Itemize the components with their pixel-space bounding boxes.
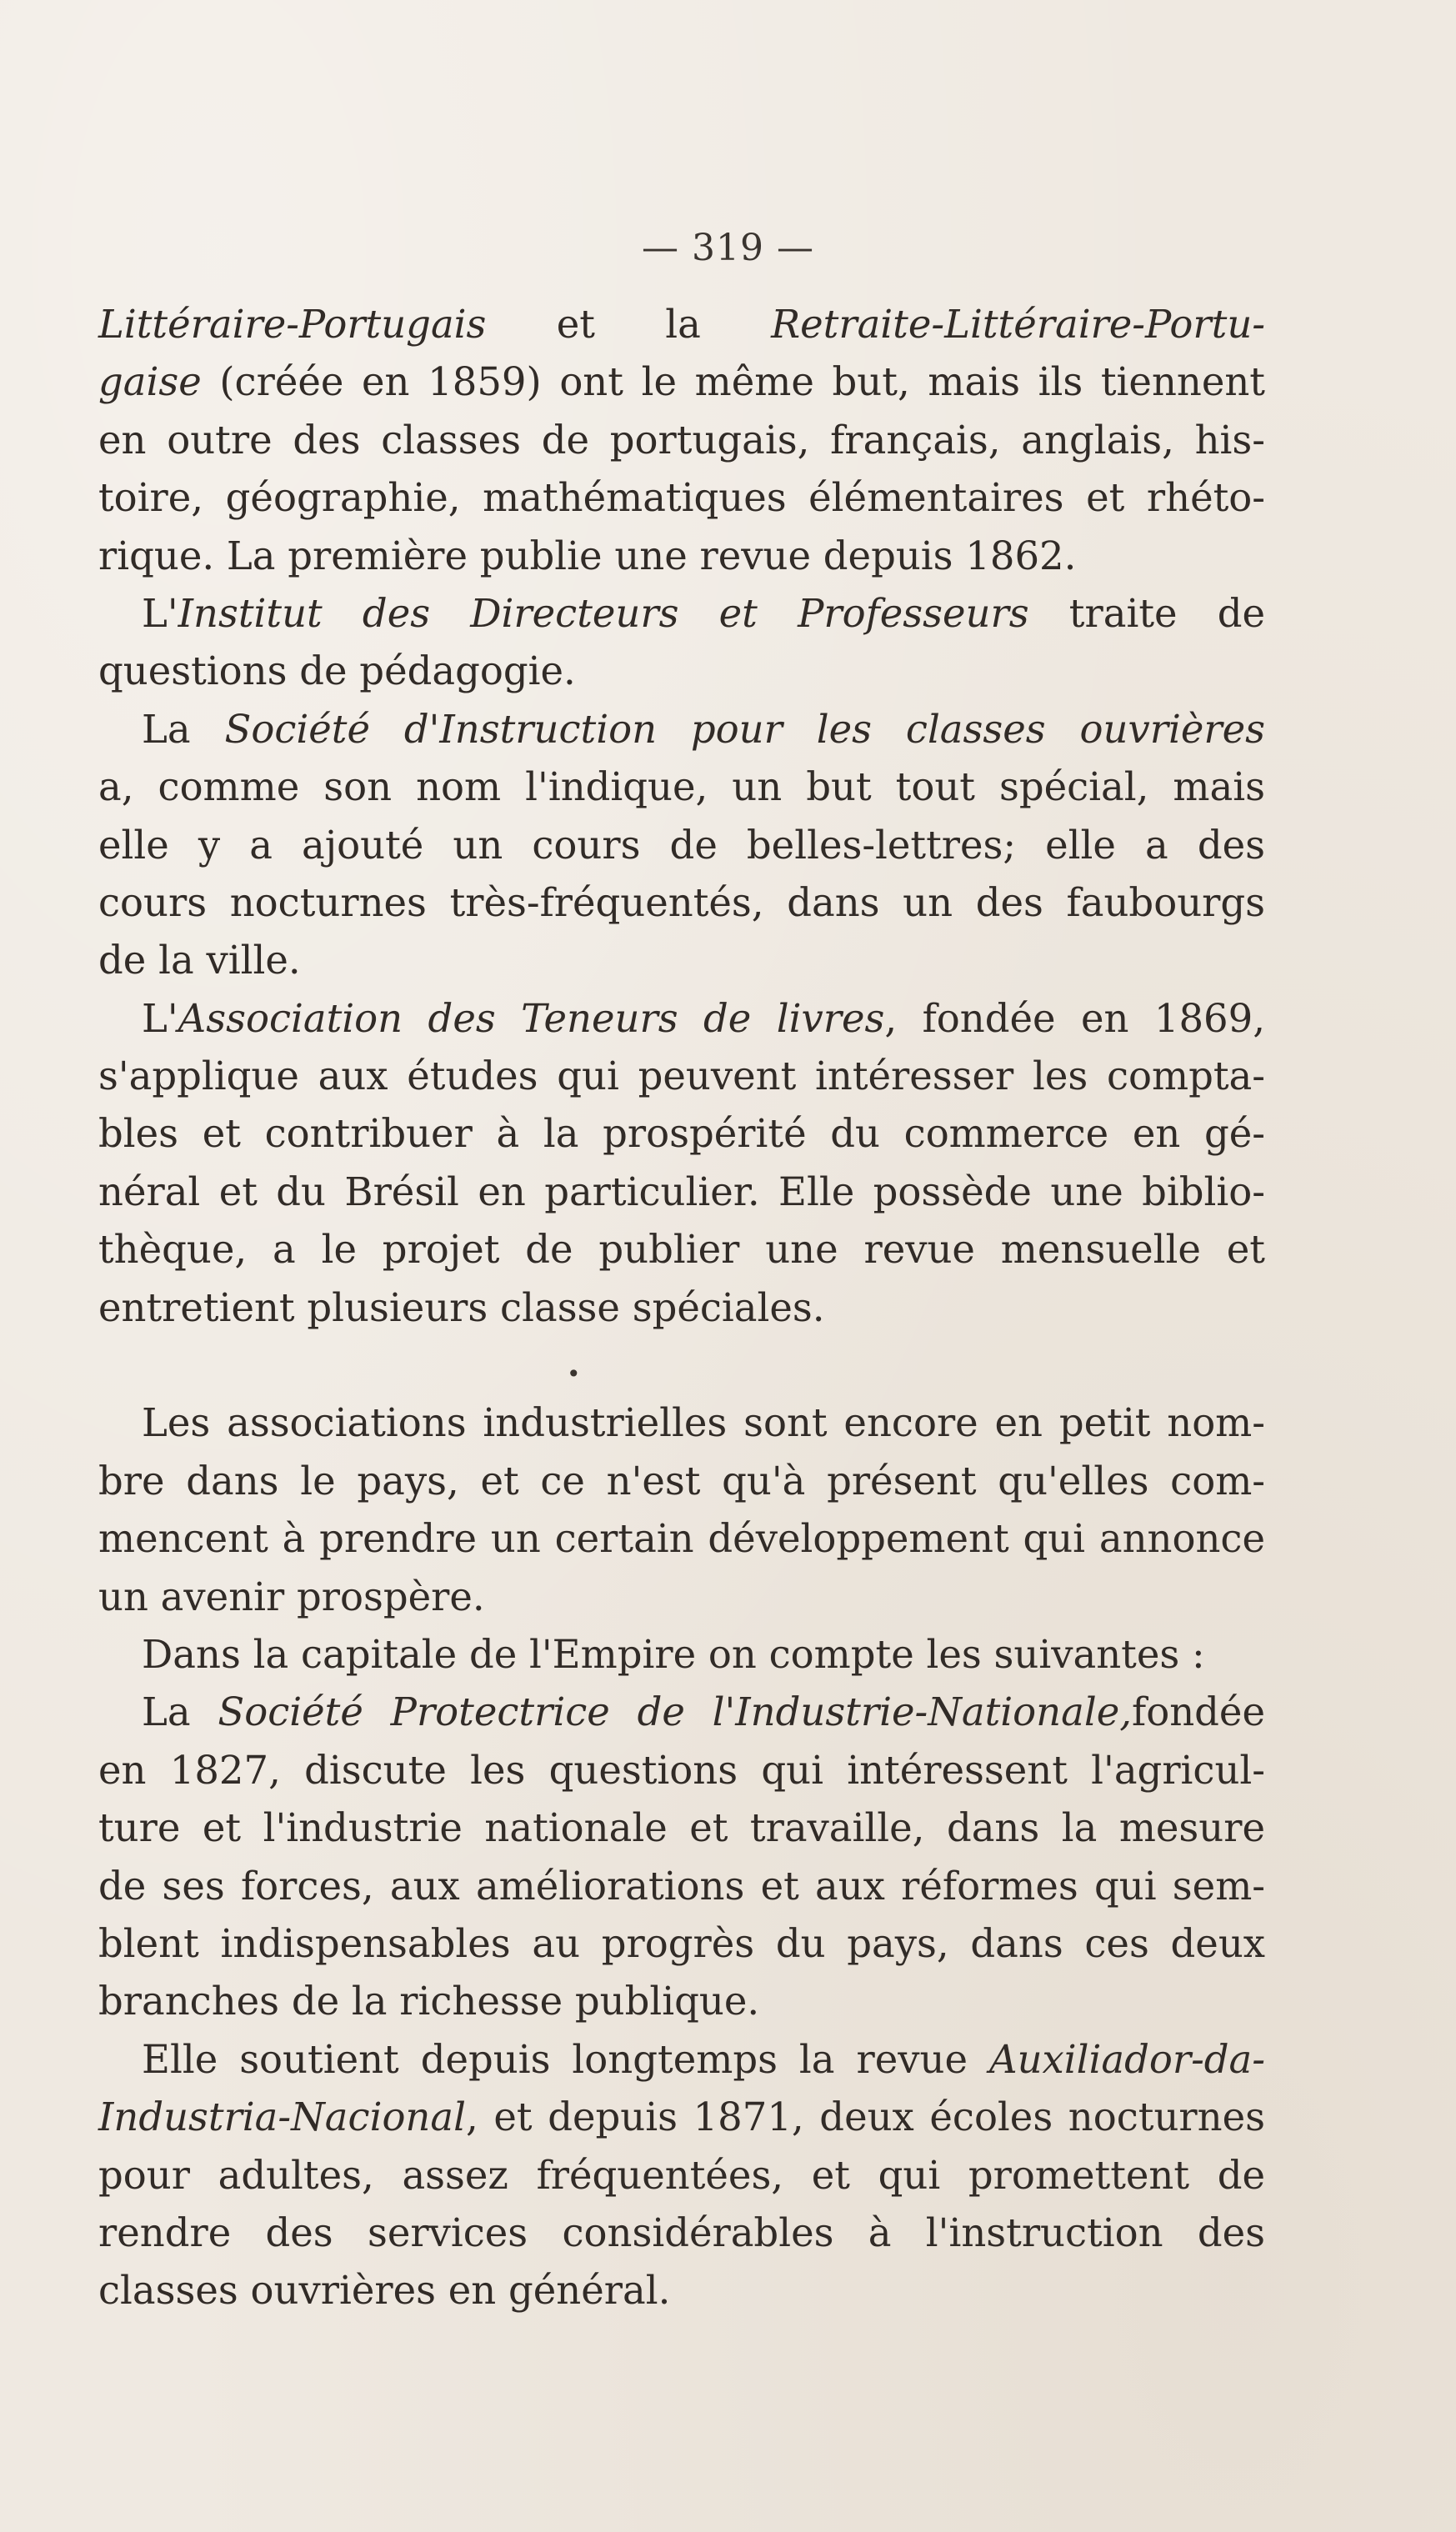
text-line <box>98 1453 1265 1510</box>
text-line <box>98 1163 1265 1221</box>
text-span: toire, géographie, mathématiques élémentaires et rhéto- <box>98 475 1265 521</box>
separator-mark: • <box>567 1360 581 1389</box>
italic-text: Auxiliador-da- <box>989 2036 1265 2082</box>
text-line <box>98 643 1265 700</box>
page-number: — 319 — <box>642 227 814 269</box>
text-span: (créée en 1859) ont le même but, mais ils tiennent <box>201 359 1265 405</box>
text-span: de la ville. <box>98 938 301 983</box>
section-separator <box>98 1337 1265 1394</box>
text-line <box>98 296 1265 353</box>
text-span: Les associations industrielles sont encore en petit nom- <box>142 1400 1265 1446</box>
text-span: bles et contribuer à la prospérité du commerce en gé- <box>98 1111 1265 1157</box>
italic-text: Association des Teneurs de livres <box>178 995 885 1041</box>
italic-text: Société d'Instruction pour les classes ouvrières <box>224 706 1265 752</box>
text-line <box>98 1799 1265 1857</box>
text-line <box>98 585 1265 643</box>
text-span: elle y a ajouté un cours de belles-lettres; elle a des <box>98 822 1265 868</box>
text-line <box>98 469 1265 527</box>
text-span: rique. La première publie une revue depuis 1862. <box>98 533 1077 578</box>
text-line <box>98 758 1265 816</box>
text-line <box>98 932 1265 989</box>
text-span: a, comme son nom l'indique, un but tout spécial, mais <box>98 764 1265 810</box>
text-line <box>98 1973 1265 2030</box>
text-line <box>98 1626 1265 1684</box>
italic-text: Industria-Nacional <box>98 2094 466 2140</box>
text-line <box>98 1105 1265 1163</box>
text-span: et la <box>486 302 772 347</box>
text-span: ture et l'industrie nationale et travaille, dans la mesure <box>98 1805 1265 1851</box>
italic-text: Institut des Directeurs et Professeurs <box>178 590 1029 636</box>
text-line <box>98 1394 1265 1452</box>
text-span: La <box>142 1689 218 1735</box>
text-line <box>98 2089 1265 2146</box>
text-span: classes ouvrières en général. <box>98 2268 671 2314</box>
text-line <box>98 2262 1265 2319</box>
text-span: en outre des classes de portugais, français, anglais, his- <box>98 417 1265 463</box>
text-line <box>98 528 1265 585</box>
text-line <box>98 353 1265 411</box>
text-line <box>98 1510 1265 1568</box>
text-span: rendre des services considérables à l'instruction des <box>98 2209 1265 2255</box>
text-span: un avenir prospère. <box>98 1574 485 1619</box>
page-body-text <box>98 296 1265 2320</box>
text-line <box>98 2031 1265 2089</box>
text-span: s'applique aux études qui peuvent intéresser les compta- <box>98 1053 1265 1099</box>
text-line <box>98 1742 1265 1799</box>
text-span: pour adultes, assez fréquentées, et qui promettent de <box>98 2152 1265 2198</box>
text-line <box>98 1279 1265 1337</box>
text-span: entretient plusieurs classe spéciales. <box>98 1284 825 1330</box>
text-line <box>98 412 1265 469</box>
text-span: questions de pédagogie. <box>98 648 576 694</box>
text-line <box>98 2204 1265 2262</box>
text-span: en 1827, discute les questions qui intéressent l'agricul- <box>98 1747 1265 1793</box>
text-line <box>98 1684 1265 1741</box>
text-span: , et depuis 1871, deux écoles nocturnes <box>465 2094 1265 2140</box>
text-span: La <box>142 706 225 752</box>
text-span: blent indispensables au progrès du pays, dans ces deux <box>98 1920 1265 1966</box>
italic-text: Littéraire-Portugais <box>98 302 487 347</box>
text-span: fondée <box>1132 1689 1265 1735</box>
text-span: mencent à prendre un certain développement qui annonce <box>98 1516 1265 1562</box>
text-span: de ses forces, aux améliorations et aux réformes qui sem- <box>98 1863 1265 1909</box>
text-line <box>98 817 1265 874</box>
text-line <box>98 1915 1265 1973</box>
text-span: cours nocturnes très-fréquentés, dans un des faubourgs <box>98 879 1265 925</box>
italic-text: gaise <box>98 359 202 405</box>
italic-text: Société Protectrice de l'Industrie-Nationale, <box>218 1689 1133 1735</box>
text-span: , fondée en 1869, <box>884 995 1265 1041</box>
text-span: néral et du Brésil en particulier. Elle possède une biblio- <box>98 1168 1265 1214</box>
text-line <box>98 1221 1265 1279</box>
text-line <box>98 1858 1265 1915</box>
text-span: Dans la capitale de l'Empire on compte les suivantes : <box>142 1631 1205 1677</box>
text-line <box>98 2147 1265 2204</box>
italic-text: Retraite-Littéraire-Portu- <box>771 302 1265 347</box>
text-line <box>98 1569 1265 1626</box>
text-line <box>98 990 1265 1048</box>
text-line <box>98 1048 1265 1105</box>
text-span: traite de <box>1028 590 1266 636</box>
text-span: branches de la richesse publique. <box>98 1979 760 2024</box>
text-span: L' <box>142 995 178 1041</box>
text-line <box>98 701 1265 758</box>
text-span: L' <box>142 590 178 636</box>
text-span: thèque, a le projet de publier une revue mensuelle et <box>98 1227 1265 1273</box>
text-line <box>98 874 1265 932</box>
text-span: Elle soutient depuis longtemps la revue <box>142 2036 989 2082</box>
text-span: bre dans le pays, et ce n'est qu'à présent qu'elles com- <box>98 1458 1265 1504</box>
